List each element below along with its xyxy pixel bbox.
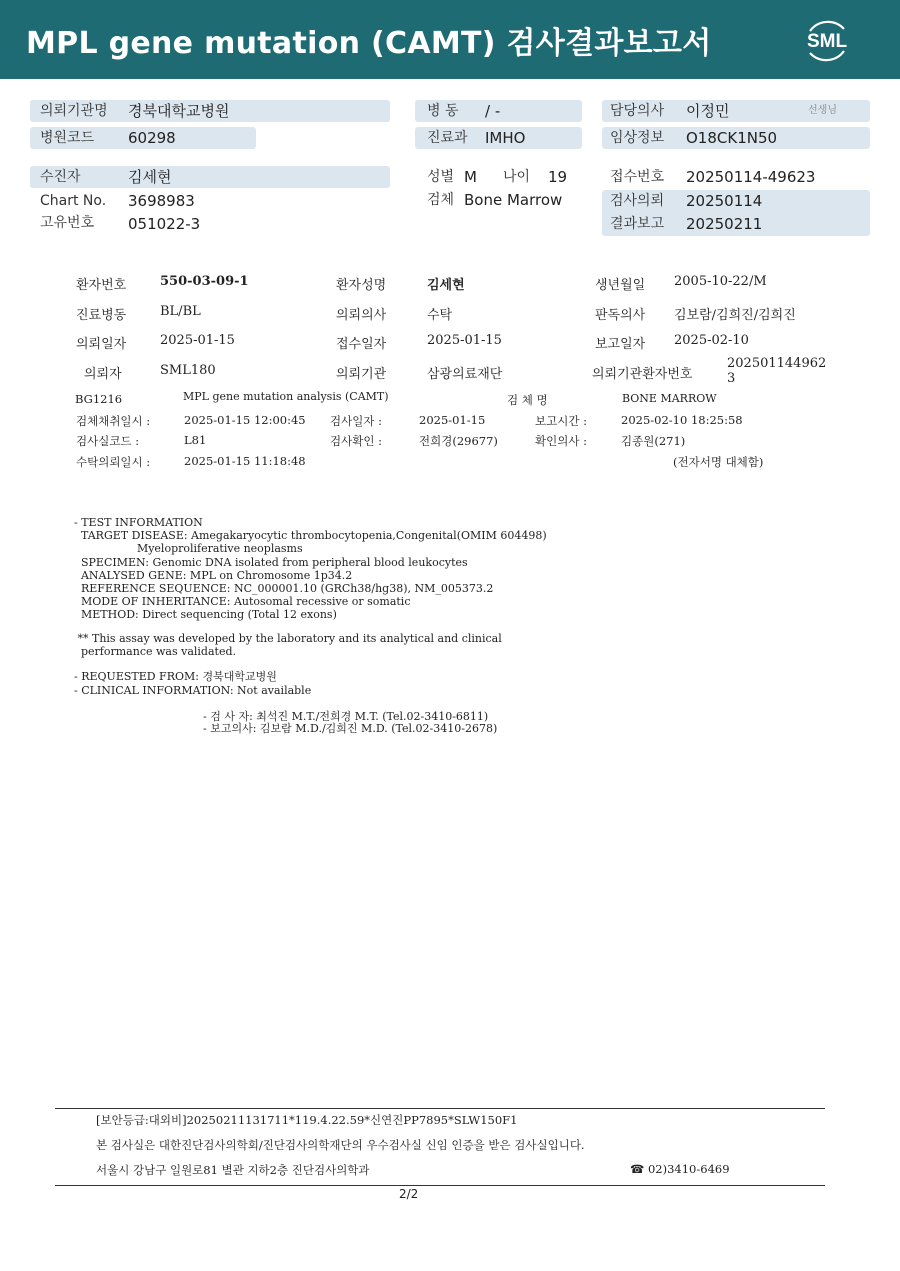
ward2-value: BL/BL xyxy=(160,304,201,319)
unique-value: 051022-3 xyxy=(128,215,201,233)
instpid-label: 의뢰기관환자번호 xyxy=(592,367,693,382)
info-line: MODE OF INHERITANCE: Autosomal recessive or somatic xyxy=(74,595,411,608)
confdoc-value: 김종원(271) xyxy=(621,434,686,448)
security-line: [보안등급:대외비]20250211131711*119.4.22.59*신연진PP7895*SLW150F1 xyxy=(96,1113,518,1127)
sml-logo-icon xyxy=(800,13,854,67)
age-value: 19 xyxy=(548,168,568,186)
institution-value: 경북대학교병원 xyxy=(128,102,230,120)
info-line: REFERENCE SEQUENCE: NC_000001.10 (GRCh38/hg38), NM_005373.2 xyxy=(74,582,494,595)
confdoc-label: 확인의사 : xyxy=(535,434,587,448)
logo-text: SML xyxy=(806,31,848,52)
doctor-suffix: 선생님 xyxy=(808,105,837,116)
request-label: 검사의뢰 xyxy=(610,193,665,209)
dept-label: 진료과 xyxy=(427,130,468,146)
hospital-code-value: 60298 xyxy=(128,129,176,147)
patient-label: 수진자 xyxy=(40,169,81,185)
ward2-label: 진료병동 xyxy=(76,308,127,323)
report-date-value: 20250211 xyxy=(686,215,763,233)
esign-note: (전자서명 대체함) xyxy=(673,455,764,469)
info-line: Myeloproliferative neoplasms xyxy=(74,542,303,555)
reqdate-label: 의뢰일자 xyxy=(76,337,127,352)
report-date-label: 결과보고 xyxy=(610,216,665,232)
footer-top-rule xyxy=(55,1108,825,1109)
requester-value: SML180 xyxy=(160,363,216,378)
specimen-name-value: BONE MARROW xyxy=(622,392,717,405)
pid-value: 550-03-09-1 xyxy=(160,274,249,289)
page-number: 2/2 xyxy=(399,1187,419,1201)
confirm-value: 전희경(29677) xyxy=(419,434,498,448)
req-line: - REQUESTED FROM: 경북대학교병원 xyxy=(74,670,277,683)
sex-label: 성별 xyxy=(427,169,455,185)
institution-label: 의뢰기관명 xyxy=(40,103,108,119)
sex-value: M xyxy=(464,168,477,186)
sign-line: - 보고의사: 김보람 M.D./김희진 M.D. (Tel.02-3410-2678) xyxy=(203,722,498,735)
info-line: - TEST INFORMATION xyxy=(74,516,203,529)
recvdate-value: 2025-01-15 xyxy=(427,333,502,348)
info-line: METHOD: Direct sequencing (Total 12 exons) xyxy=(74,608,337,621)
info-line: TARGET DISEASE: Amegakaryocytic thrombocytopenia,Congenital(OMIM 604498) xyxy=(74,529,547,542)
instpid-value-2: 3 xyxy=(727,371,736,386)
test-name: MPL gene mutation analysis (CAMT) xyxy=(183,390,389,403)
req-time-value: 2025-01-15 11:18:48 xyxy=(184,454,306,468)
repdate-value: 2025-02-10 xyxy=(674,333,749,348)
chart-value: 3698983 xyxy=(128,192,195,210)
specimen-value: Bone Marrow xyxy=(464,191,563,209)
request-value: 20250114 xyxy=(686,192,763,210)
reqdoc-value: 수탁 xyxy=(427,308,453,323)
age-label: 나이 xyxy=(503,169,531,185)
reqdate-value: 2025-01-15 xyxy=(160,333,235,348)
reqinst-value: 삼광의료재단 xyxy=(427,367,503,382)
note-line: performance was validated. xyxy=(74,645,236,658)
req-line: - CLINICAL INFORMATION: Not available xyxy=(74,684,312,697)
hospital-code-label: 병원코드 xyxy=(40,130,95,146)
reader-label: 판독의사 xyxy=(595,308,646,323)
reptime-value: 2025-02-10 18:25:58 xyxy=(621,413,743,427)
reptime-label: 보고시간 : xyxy=(535,414,587,428)
info-line: SPECIMEN: Genomic DNA isolated from peripheral blood leukocytes xyxy=(74,556,468,569)
room-value: L81 xyxy=(184,433,207,447)
receipt-label: 접수번호 xyxy=(610,169,665,185)
name-value: 김세현 xyxy=(427,278,465,293)
reqdoc-label: 의뢰의사 xyxy=(336,308,387,323)
doctor-label: 담당의사 xyxy=(610,103,665,119)
test-code: BG1216 xyxy=(75,392,123,406)
patient-value: 김세현 xyxy=(128,168,172,186)
receipt-value: 20250114-49623 xyxy=(686,168,816,186)
address-line: 서울시 강남구 일원로81 별관 지하2층 진단검사의학과 xyxy=(96,1163,370,1177)
repdate-label: 보고일자 xyxy=(595,337,646,352)
doctor-value: 이정민 xyxy=(686,102,730,120)
recvdate-label: 접수일자 xyxy=(336,337,387,352)
requester-label: 의뢰자 xyxy=(84,367,122,382)
chart-label: Chart No. xyxy=(40,193,107,209)
unique-label: 고유번호 xyxy=(40,215,95,231)
clinical-value: O18CK1N50 xyxy=(686,129,778,147)
birth-value: 2005-10-22/M xyxy=(674,274,767,289)
info-line: ANALYSED GENE: MPL on Chromosome 1p34.2 xyxy=(74,569,353,582)
clinical-label: 임상정보 xyxy=(610,130,665,146)
name-label: 환자성명 xyxy=(336,278,387,293)
specimen-label: 검체 xyxy=(427,192,455,208)
req-time-label: 수탁의뢰일시 : xyxy=(76,455,151,469)
testdate-label: 검사일자 : xyxy=(330,414,382,428)
collect-label: 검체채취일시 : xyxy=(76,414,151,428)
room-label: 검사실코드 : xyxy=(76,434,140,448)
footer-bottom-rule xyxy=(55,1185,825,1186)
dept-value: IMHO xyxy=(485,129,526,147)
birth-label: 생년월일 xyxy=(595,278,646,293)
certification-line: 본 검사실은 대한진단검사의학회/진단검사의학재단의 우수검사실 신임 인증을 받은 검사실입니다. xyxy=(96,1138,585,1152)
ward-label: 병 동 xyxy=(427,103,459,119)
sign-line: - 검 사 자: 최석진 M.T./전희경 M.T. (Tel.02-3410-6811) xyxy=(203,710,489,723)
pid-label: 환자번호 xyxy=(76,278,127,293)
reader-value: 김보람/김희진/김희진 xyxy=(674,308,796,323)
note-line: ** This assay was developed by the laboratory and its analytical and clinical xyxy=(74,632,502,645)
reqinst-label: 의뢰기관 xyxy=(336,367,387,382)
patient-row xyxy=(30,166,390,188)
report-header xyxy=(0,0,900,79)
testdate-value: 2025-01-15 xyxy=(419,413,486,427)
report-title: MPL gene mutation (CAMT) 검사결과보고서 xyxy=(26,26,712,61)
ward-value: / - xyxy=(485,102,501,120)
phone-line: ☎ 02)3410-6469 xyxy=(630,1162,730,1176)
specimen-name-label: 검 체 명 xyxy=(507,393,548,407)
instpid-value-1: 202501144962 xyxy=(727,356,827,371)
collect-value: 2025-01-15 12:00:45 xyxy=(184,413,306,427)
confirm-label: 검사확인 : xyxy=(330,434,382,448)
